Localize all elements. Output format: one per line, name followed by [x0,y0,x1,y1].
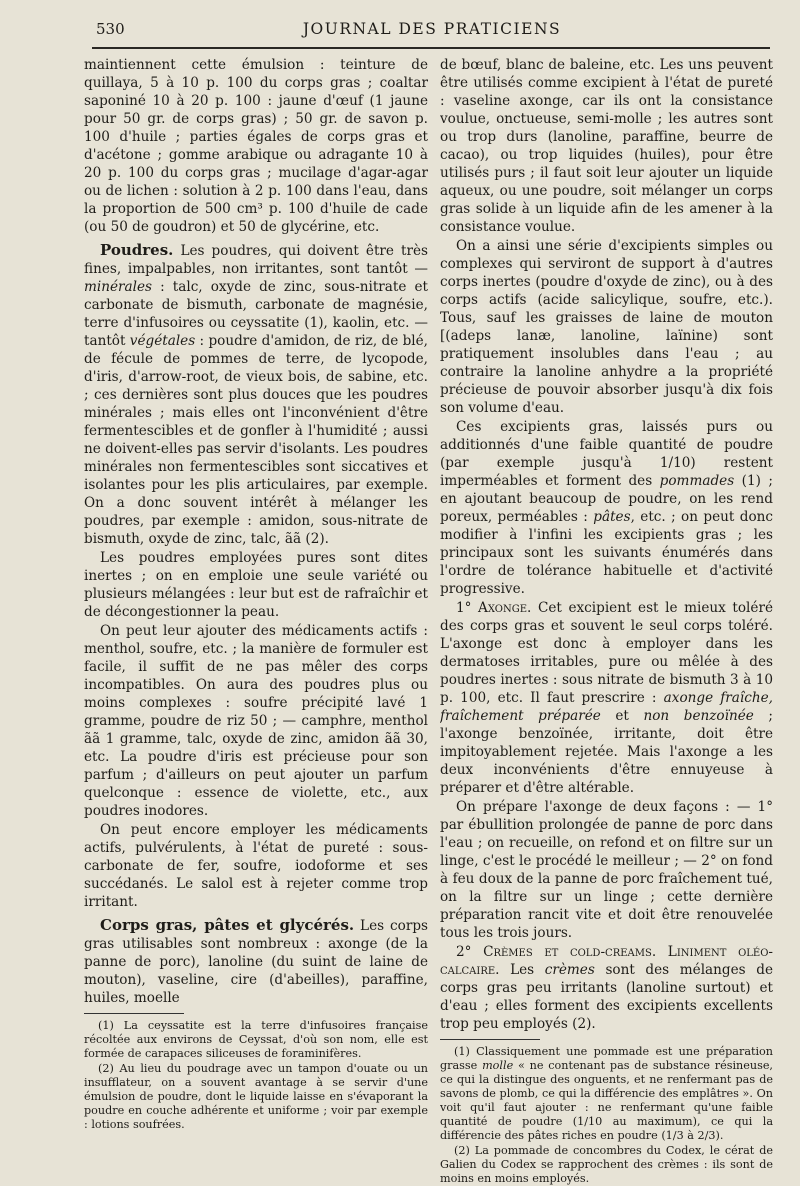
footnote-2: (2) Au lieu du poudrage avec un tampon d'ouate ou un insufflateur, on a souvent avantage à se servir d'une émulsion de poudre, dont le liquide laisse en s'évaporant la poudre en couche adhérente et uniforme ; voir par exemple : lotions soufrées. [84,1062,428,1131]
footnote-rule [84,1013,184,1014]
paragraph-poudres-inertes: Les poudres employées pures sont dites inertes ; on en emploie une seule variété ou plusieurs mélangées : leur but est de rafraîchir et de décongestionner la peau. [84,550,428,620]
footnote-rule-right [440,1039,540,1040]
paragraph-emulsion: maintiennent cette émulsion : teinture de quillaya, 5 à 10 p. 100 du corps gras ; coaltar saponiné 10 à 20 p. 100 : jaune d'œuf (1 jaune pour 50 gr. de corps gras) ; 50 gr. de savon p. 100 d'huile ; parties égales de corps gras et d'acétone ; gomme arabique ou adragante 10 à 20 p. 100 du corps gras ; mucilage d'agar-agar ou de lichen : solution à 2 p. 100 dans l'eau, dans la proportion de 500 cm³ p. 100 d'huile de cade (ou 50 de goudron) et 50 de glycérine, etc. [84,57,428,235]
header-rule [92,47,770,49]
footnote-codex: (2) La pommade de concombres du Codex, le cérat de Galien du Codex se rapprochent des crèmes : ils sont de moins en moins employés. [440,1144,773,1185]
footnotes-left [84,1019,428,1132]
paragraph-medicaments-actifs: On peut encore employer les médicaments actifs, pulvérulents, à l'état de pureté : sous-carbonate de fer, soufre, iodoforme et ses succédanés. Le salol est à rejeter comme trop irritant. [84,822,428,910]
journal-title: JOURNAL DES PRATICIENS [302,20,562,38]
page-number: 530 [96,20,125,38]
paragraph-excipients: de bœuf, blanc de baleine, etc. Les uns peuvent être utilisés comme excipient à l'état de pureté : vaseline axonge, car ils ont la consistance voulue, onctueuse, semi-molle ; les autres sont ou trop durs (lanoline, paraffine, beurre de cacao), ou trop liquides (huiles), pour être utilisés purs ; il faut soit leur ajouter un liquide aqueux, ou une poudre, soit mélanger un corps gras solide à un liquide afin de les amener à la consistance voulue. [440,57,773,235]
paragraph-preparation-axonge: On prépare l'axonge de deux façons : — 1° par ébullition prolongée de panne de porc dans l'eau ; on recueille, on refond et on filtre sur un linge, c'est le procédé le meilleur ; — 2° on fond à feu doux de la panne de porc fraîchement tué, on la filtre sur un linge ; cette dernière préparation rancit vite et doit être renouvelée tous les trois jours. [440,799,773,941]
paragraph-medicaments: On peut leur ajouter des médicaments actifs : menthol, soufre, etc. ; la manière de formuler est facile, il suffit de ne pas mêler des corps incompatibles. On aura des poudres plus ou moins complexes : soufre précipité lavé 1 gramme, poudre de riz 50 ; — camphre, menthol ãã 1 gramme, talc, oxyde de zinc, amidon ãã 30, etc. La poudre d'iris est précieuse pour son parfum ; d'ailleurs on peut ajouter un parfum quelconque : essence de violette, etc., aux poudres inodores. [84,623,428,819]
section-heading-corps-gras: Corps gras, pâtes et glycérés. [100,916,355,934]
footnotes-right [440,1045,773,1186]
section-heading-axonge: 1° Axonge. [456,600,532,616]
right-column [440,56,773,1186]
page-header [92,12,772,48]
left-column [84,56,428,1132]
section-heading-cremes: 2° Crèmes et cold-creams. Liniment oléo-calcaire. [440,944,773,978]
paragraph-cremes: 2° Crèmes et cold-creams. Liniment oléo-calcaire. Les crèmes sont des mélanges de corps gras peu irritants (lanoline surtout) et d'eau ; elles forment des excipients excellents trop peu employés (2). [440,944,773,1032]
paragraph-axonge: 1° Axonge. Cet excipient est le mieux toléré des corps gras et souvent le seul corps toléré. L'axonge est donc à employer dans les dermatoses irritables, pure ou mêlée à des poudres inertes : sous nitrate de bismuth 3 à 10 p. 100, etc. Il faut prescrire : axonge fraîche, fraîchement préparée et non benzoïnée ; l'axonge benzoïnée, irritante, doit être impitoyablement rejetée. Mais l'axonge a les deux inconvénients d'être ennuyeuse à préparer et d'être altérable. [440,600,773,796]
paragraph-corps-gras: Corps gras, pâtes et glycérés. Les corps gras utilisables sont nombreux : axonge (de la panne de porc), lanoline (du suint de laine de mouton), vaseline, cire (d'abeilles), paraffine, huiles, moelle [84,916,428,1006]
footnote-pommade: (1) Classiquement une pommade est une préparation grasse molle « ne contenant pas de substance résineuse, ce qui la distingue des onguents, et ne renfermant pas de savons de plomb, ce qui la différencie des emplâtres ». On voit qu'il faut ajouter : ne renfermant qu'une faible quantité de poudre (1/10 au maximum), ce qui la différencie des pâtes riches en poudre (1/3 à 2/3). [440,1045,773,1142]
paragraph-serie-excipients: On a ainsi une série d'excipients simples ou complexes qui serviront de support à d'autres corps inertes (poudre d'oxyde de zinc), ou à des corps actifs (acide salicylique, soufre, etc.). Tous, sauf les graisses de laine de mouton [(adeps lanæ, lanoline, laïnine) sont pratiquement insolubles dans l'eau ; au contraire la lanoline anhydre a la propriété précieuse de pouvoir absorber jusqu'à dix fois son volume d'eau. [440,238,773,416]
footnote-1: (1) La ceyssatite est la terre d'infusoires française récoltée aux environs de Ceyssat, d'où son nom, elle est formée de carapaces siliceuses de foraminifères. [84,1019,428,1060]
section-heading-poudres: Poudres. [100,241,174,259]
paragraph-poudres: Poudres. Les poudres, qui doivent être très fines, impalpables, non irritantes, sont tantôt — minérales : talc, oxyde de zinc, sous-nitrate et carbonate de bismuth, carbonate de magnésie, terre d'infusoires ou ceyssatite (1), kaolin, etc. — tantôt végétales : poudre d'amidon, de riz, de blé, de fécule de pommes de terre, de lycopode, d'iris, d'arrow-root, de vieux bois, de sabine, etc. ; ces dernières sont plus douces que les poudres minérales ; mais elles ont l'inconvénient d'être fermentescibles et de gonfler à l'humidité ; aussi ne doivent-elles pas servir d'isolants. Les poudres minérales non fermentescibles sont siccatives et isolantes pour les plis articulaires, par exemple. On a donc souvent intérêt à mélanger les poudres, par exemple : amidon, sous-nitrate de bismuth, oxyde de zinc, talc, ãã (2). [84,241,428,547]
paragraph-pommades: Ces excipients gras, laissés purs ou additionnés d'une faible quantité de poudre (par exemple jusqu'à 1/10) restent imperméables et forment des pommades (1) ; en ajoutant beaucoup de poudre, on les rend poreux, perméables : pâtes, etc. ; on peut donc modifier à l'infini les excipients gras ; les principaux sont les suivants énumérés dans l'ordre de tolérance habituelle et d'activité progressive. [440,419,773,597]
